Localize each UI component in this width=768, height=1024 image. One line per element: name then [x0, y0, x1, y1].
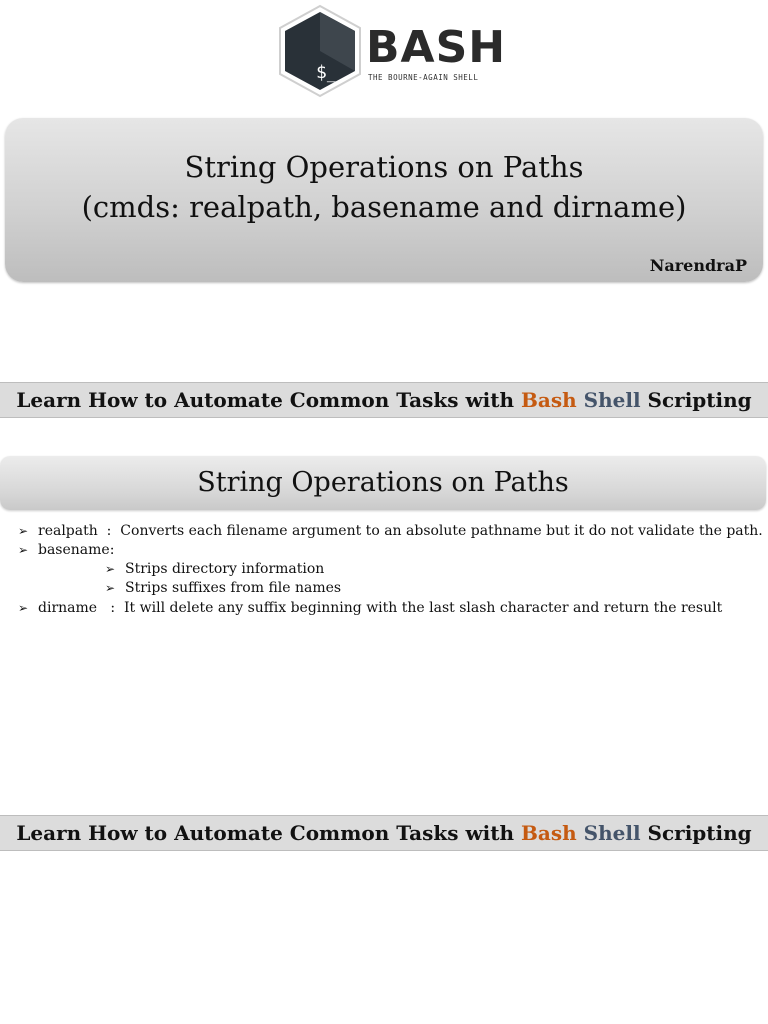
author-name: NarendraP [649, 256, 747, 275]
footer-prefix: Learn How to Automate Common Tasks with [16, 388, 522, 412]
arrow-bullet-icon: ➢ [18, 524, 29, 538]
list-item [105, 560, 324, 579]
term-realpath: realpath [38, 523, 98, 539]
item-text: Strips directory information [125, 561, 325, 577]
footer-suffix: Scripting [640, 821, 752, 845]
list-item [105, 579, 341, 598]
footer-bar [0, 382, 768, 418]
footer-bar [0, 815, 768, 851]
logo-prompt: $_ [316, 62, 338, 83]
footer-shell: Shell [583, 821, 641, 845]
footer-bash: Bash [521, 388, 577, 412]
footer-prefix: Learn How to Automate Common Tasks with [16, 821, 522, 845]
footer-bash: Bash [521, 821, 577, 845]
arrow-bullet-icon: ➢ [105, 581, 116, 595]
term-basename: basename: [38, 542, 115, 558]
item-separator: : [97, 523, 121, 539]
list-item [18, 541, 114, 560]
item-text: Converts each filename argument to an absolute pathname but it do not validate the path. [120, 523, 763, 539]
footer-shell: Shell [583, 388, 641, 412]
section-title: String Operations on Paths [0, 456, 766, 510]
logo-tagline: THE BOURNE-AGAIN SHELL [368, 73, 479, 82]
arrow-bullet-icon: ➢ [18, 543, 29, 557]
item-text: It will delete any suffix beginning with the last slash character and return the result [124, 600, 723, 616]
title-line-2: (cmds: realpath, basename and dirname) [81, 190, 687, 224]
arrow-bullet-icon: ➢ [18, 601, 29, 615]
footer-space [577, 821, 584, 845]
logo-wordmark: BASH [366, 22, 507, 73]
footer-space [577, 388, 584, 412]
list-item [18, 599, 722, 618]
bash-logo [276, 4, 507, 98]
item-text: Strips suffixes from file names [125, 580, 342, 596]
arrow-bullet-icon: ➢ [105, 562, 116, 576]
title-line-1: String Operations on Paths [184, 150, 584, 184]
term-dirname: dirname [38, 600, 98, 616]
title-banner [5, 118, 763, 282]
item-separator: : [97, 600, 125, 616]
bash-hexagon-icon [276, 4, 364, 98]
list-item [18, 522, 763, 541]
footer-suffix: Scripting [640, 388, 752, 412]
